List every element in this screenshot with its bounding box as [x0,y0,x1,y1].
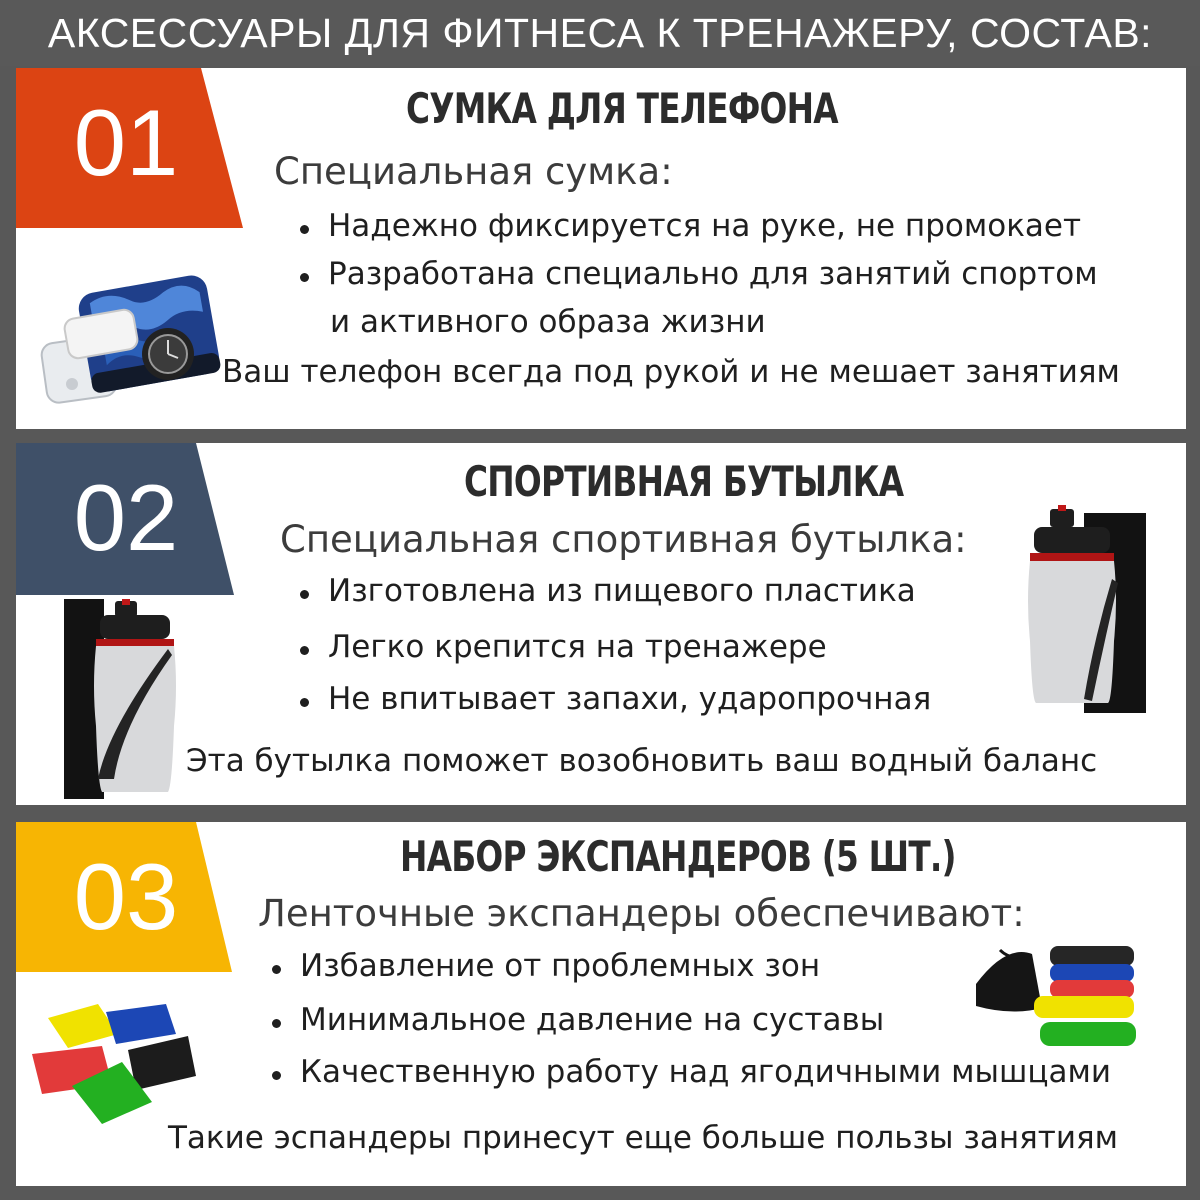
section-number-badge [16,443,246,603]
sport-bottle-icon [1024,503,1154,713]
resistance-bands-icon [28,998,198,1128]
phone-armband-bag-icon [36,254,226,414]
section-footer: Ваш телефон всегда под рукой и не мешает занятиям [222,354,1120,390]
sport-bottle-icon [60,599,190,799]
section-sport-bottle [16,443,1186,805]
list-item: Легко крепится на тренажере [298,629,931,681]
section-title: СУМКА ДЛЯ ТЕЛЕФОНА [406,84,838,133]
resistance-bands-icon [970,944,1140,1054]
list-item: Изготовлена из пищевого пластика [298,573,931,629]
list-item: Не впитывает запахи, ударопрочная [298,681,931,733]
list-item: Минимальное давление на суставы [270,1002,1111,1054]
section-footer: Эта бутылка поможет возобновить ваш водный баланс [186,743,1098,779]
section-number: 03 [73,844,179,949]
list-item-continuation: и активного образа жизни [330,304,766,340]
list-item: Качественную работу над ягодичными мышцами [270,1054,1111,1106]
page-title: АКСЕССУАРЫ ДЛЯ ФИТНЕСА К ТРЕНАЖЕРУ, СОСТАВ: [0,0,1200,66]
section-subtitle: Специальная сумка: [274,150,673,193]
list-item: Разработана специально для занятий спортом [298,256,1098,304]
list-item: Избавление от проблемных зон [270,948,1111,1002]
section-number: 01 [73,90,179,195]
list-item: Надежно фиксируется на руке, не промокает [298,208,1098,256]
section-resistance-bands [16,822,1186,1186]
section-subtitle: Ленточные экспандеры обеспечивают: [258,892,1025,935]
section-phone-bag [16,68,1186,429]
section-title: НАБОР ЭКСПАНДЕРОВ (5 ШТ.) [400,832,956,881]
section-number: 02 [73,465,179,570]
feature-list [298,573,931,733]
section-number-badge [16,68,246,228]
section-subtitle: Специальная спортивная бутылка: [280,518,967,561]
section-number-badge [16,822,246,982]
section-title: СПОРТИВНАЯ БУТЫЛКА [464,457,904,506]
section-footer: Такие эспандеры принесут еще больше пользы занятиям [168,1120,1118,1156]
feature-list [298,208,1098,304]
